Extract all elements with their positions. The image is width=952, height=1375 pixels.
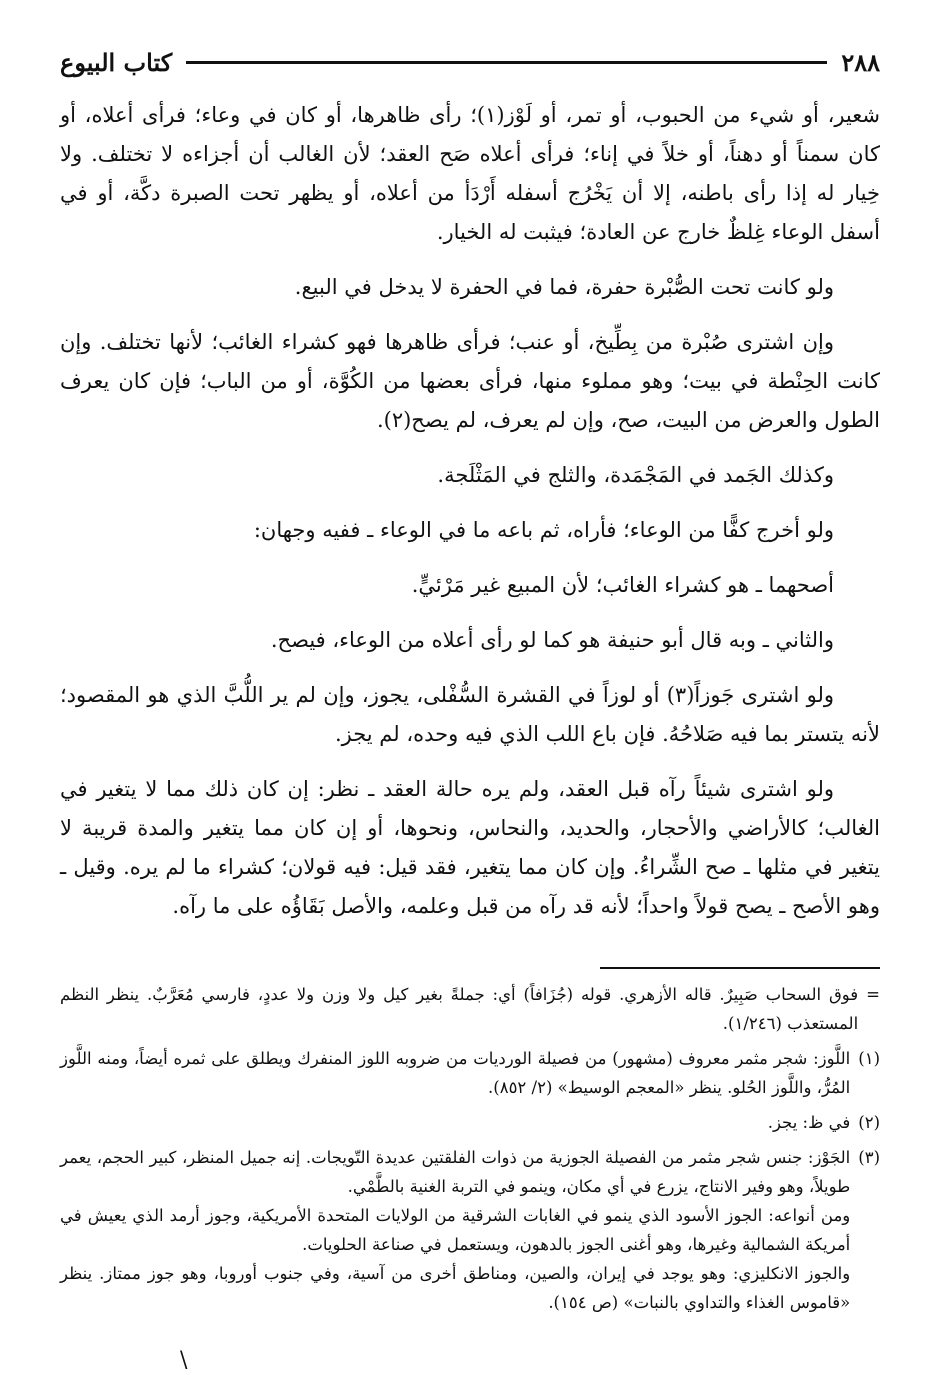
paragraph: ولو كانت تحت الصُّبْرة حفرة، فما في الحفرة لا يدخل في البيع. (294, 275, 834, 299)
footnote-marker: (٢) (858, 1113, 880, 1132)
footnote-text: فوق السحاب صَبِيرٌ. قاله الأزهري. قوله (جُزَافاً) أي: جملةً بغير كيل ولا وزن ولا عددٍ، فارسي مُعَرَّبٌ. ينظر النظم المستعذب (١/٢٤٦). (60, 985, 859, 1033)
footnote-text: والجوز الانكليزي: وهو يوجد في إيران، والصين، ومناطق أخرى من آسية، وفي جنوب أوروبا، وهو جوز ممتاز. ينظر «قاموس الغذاء والتداوي بالنبات» (ص ١٥٤). (60, 1264, 851, 1312)
main-text (60, 96, 880, 942)
page-end-mark: \ (180, 1348, 188, 1373)
paragraph: شعير، أو شيء من الحبوب، أو تمر، أو لَوْز(١)؛ رأى ظاهرها، أو كان في وعاء؛ فرأى أعلاه، أو كان سمناً أو دهناً، أو خلاً في إناء؛ فرأى أعلاه صَح العقد؛ لأن الغالب أن أجزاءه لا تختلف. ولا خِيار له إذا رأى باطنه، إلا أن يَخْرُج أسفله أَرْدَأ من أعلاه، أو يظهر تحت الصبرة دكَّة، أو في أسفل الوعاء غِلظٌ خارج عن العادة؛ فيثبت له الخيار. (60, 103, 880, 244)
footnote-marker: (٣) (858, 1148, 880, 1167)
paragraph: ولو اشترى شيئاً رآه قبل العقد، ولم يره حالة العقد ـ نظر: إن كان ذلك مما لا يتغير في الغالب؛ كالأراضي والأحجار، والحديد، والنحاس، ونحوها، أو إن كان مما يتغير والمدة قريبة لا يتغير في مثلها ـ صح الشِّراءُ. وإن كان مما يتغير، فقد قيل: فيه قولان؛ كشراء ما لم يره. وقيل ـ وهو الأصح ـ يصح قولاً واحداً؛ لأنه قد رآه من قبل وعلمه، والأصل بَقَاؤُه على ما رآه. (60, 777, 880, 918)
footnote-3 (60, 1143, 880, 1317)
footnote-marker: (١) (858, 1049, 880, 1068)
footnote-2 (60, 1108, 880, 1137)
page-number: ٢٨٨ (841, 47, 880, 77)
paragraph: أصحهما ـ هو كشراء الغائب؛ لأن المبيع غير مَرْئيٍّ. (411, 573, 834, 597)
footnote-marker: = (866, 985, 880, 1004)
book-title: كتاب البيوع (60, 47, 173, 77)
book-page (60, 40, 880, 1373)
footnote-text: الجَوْز: جنس شجر مثمر من الفصيلة الجوزية من ذوات الفلقتين عديدة التّويجات. إنه جميل المنظر، كبير الحجم، يعمر طويلاً، وهو وفير الانتاج، يزرع في أي مكان، وينمو في التربة الغنية بالطَّمْي. (60, 1148, 851, 1196)
footnote-text: ومن أنواعه: الجوز الأسود الذي ينمو في الغابات الشرقية من الولايات المتحدة الأمريكية، وجوز أرمد الذي يعيش في أمريكة الشمالية وغيرها، وهو أغنى الجوز بالدهون، ويستعمل في صناعة الحلويات. (60, 1206, 851, 1254)
page-header (60, 40, 880, 84)
footnotes (60, 980, 880, 1323)
header-rule (186, 61, 827, 64)
footnote-separator (600, 967, 880, 969)
footnote-text: اللَّوز: شجر مثمر معروف (مشهور) من فصيلة الورديات من ضروبه اللوز المنفرك ويطلق على ثمره أيضاً، ومنه اللَّوز المُرُّ، واللَّوز الحُلو. ينظر «المعجم الوسيط» (٢/ ٨٥٢). (60, 1049, 851, 1097)
paragraph: ولو اشترى جَوزاً(٣) أو لوزاً في القشرة السُّفْلى، يجوز، وإن لم ير اللُّبَّ الذي هو المقصود؛ لأنه يتستر بما فيه صَلاحُهُ. فإن باع اللب الذي فيه وحده، لم يجز. (60, 683, 880, 746)
paragraph: والثاني ـ وبه قال أبو حنيفة هو كما لو رأى أعلاه من الوعاء، فيصح. (270, 628, 834, 652)
paragraph: ولو أخرج كفًّا من الوعاء؛ فأراه، ثم باعه ما في الوعاء ـ ففيه وجهان: (253, 518, 834, 542)
footnote-1 (60, 1044, 880, 1102)
paragraph: وإن اشترى صُبْرة من بِطِّيخ، أو عنب؛ فرأى ظاهرها فهو كشراء الغائب؛ لأنها تختلف. وإن كانت الحِنْطة في بيت؛ وهو مملوء منها، فرأى بعضها من الكُوَّة، أو من الباب؛ فإن كان يعرف الطول والعرض من البيت، صح، وإن لم يعرف، لم يصح(٢). (60, 330, 880, 432)
paragraph: وكذلك الجَمد في المَجْمَدة، والثلج في المَثْلَجة. (437, 463, 834, 487)
footnote-text: في ظ: يجز. (767, 1113, 851, 1132)
footnote-continued (60, 980, 880, 1038)
